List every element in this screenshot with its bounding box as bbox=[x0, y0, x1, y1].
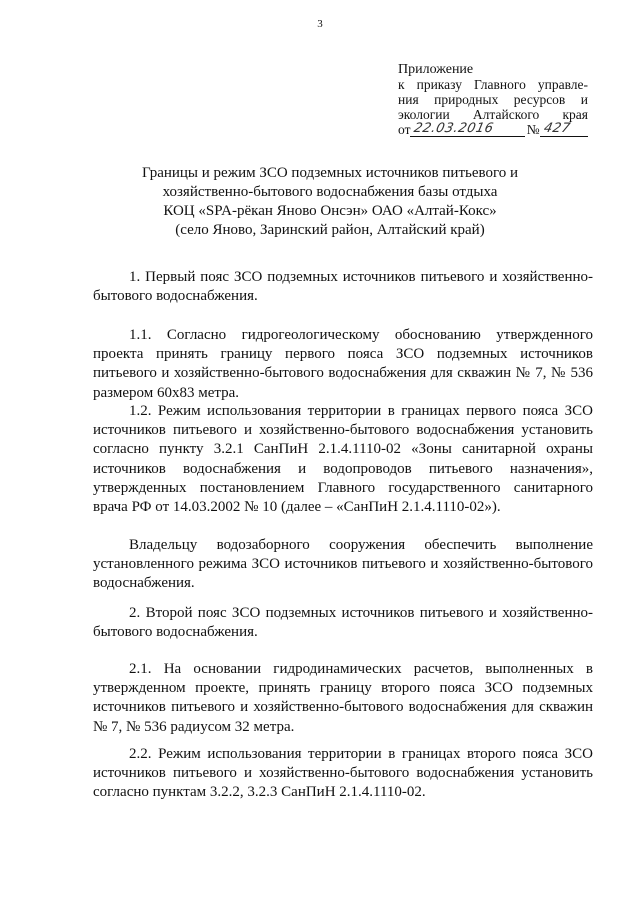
handwritten-date: 22.03.2016 bbox=[412, 121, 496, 136]
paragraph-section-2: 2. Второй пояс ЗСО подземных источников питьевого и хозяйственно-бытового водоснабжения. bbox=[93, 605, 593, 641]
appendix-heading: Приложение bbox=[398, 62, 474, 77]
appendix-block bbox=[398, 62, 588, 137]
date-prefix: от bbox=[398, 122, 411, 137]
paragraph-1-2: 1.2. Режим использования территории в границах первого пояса ЗСО источников питьевого и хозяйственно-бытового водоснабжения установить согласно пункту 3.2.1 СанПиН 2.1.4.1110-02 «Зоны санитарной охраны источников водоснабжения и водопроводов питьевого назначения», утвержденных постановлением Главного государственного санитарного врача РФ от 14.03.2002 № 10 (далее – «СанПиН 2.1.4.1110-02»). bbox=[93, 403, 593, 516]
order-date-number-line bbox=[398, 122, 588, 137]
title-line: Границы и режим ЗСО подземных источников питьевого и bbox=[141, 165, 519, 181]
document-title bbox=[80, 164, 580, 240]
page-number: 3 bbox=[317, 18, 323, 30]
appendix-line: ния природных ресурсов и bbox=[398, 92, 588, 107]
paragraph-owner-obligation: Владельцу водозаборного сооружения обеспечить выполнение установленного режима ЗСО источников питьевого и хозяйственно-бытового водоснабжения. bbox=[93, 537, 593, 592]
handwritten-number: 427 bbox=[541, 121, 572, 136]
title-line: (село Яново, Заринский район, Алтайский край) bbox=[175, 222, 485, 238]
appendix-line: к приказу Главного управле- bbox=[398, 77, 588, 92]
number-prefix: № bbox=[526, 122, 540, 137]
title-line: КОЦ «SPA-рёкан Яново Онсэн» ОАО «Алтай-Кокс» bbox=[163, 203, 497, 219]
paragraph-section-1: 1. Первый пояс ЗСО подземных источников питьевого и хозяйственно-бытового водоснабжения. bbox=[93, 269, 593, 305]
date-field bbox=[410, 122, 524, 137]
paragraph-1-1: 1.1. Согласно гидрогеологическому обоснованию утвержденного проекта принять границу первого пояса ЗСО подземных источников питьевого и хозяйственно-бытового водоснабжения для скважин № 7, № 536 размером 60х83 метра. bbox=[93, 327, 593, 401]
title-line: хозяйственно-бытового водоснабжения базы отдыха bbox=[162, 184, 498, 200]
paragraph-2-1: 2.1. На основании гидродинамических расчетов, выполненных в утвержденном проекте, принять границу второго пояса ЗСО подземных источников питьевого и хозяйственно-бытового водоснабжения для скважин № 7, № 536 радиусом 32 метра. bbox=[93, 661, 593, 735]
appendix-line: экологии Алтайского края bbox=[398, 107, 588, 122]
paragraph-2-2: 2.2. Режим использования территории в границах второго пояса ЗСО источников питьевого и хозяйственно-бытового водоснабжения установить согласно пунктам 3.2.2, 3.2.3 СанПиН 2.1.4.1110-02. bbox=[93, 746, 593, 801]
number-field bbox=[540, 122, 588, 137]
